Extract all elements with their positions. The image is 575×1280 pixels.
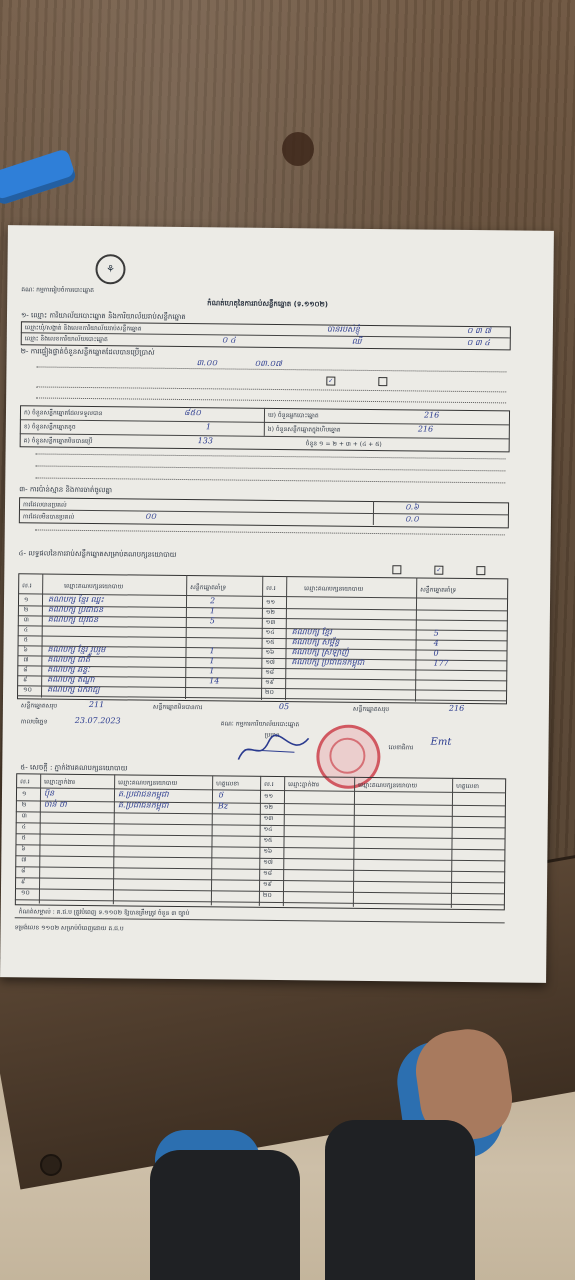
agent-signature: Bz [217, 801, 229, 811]
section-5-heading: ៥- សេចក្ដី : ភ្នាក់ងារគណបក្សនយោបាយ [20, 763, 128, 773]
vote-count: 4 [433, 638, 439, 648]
blue-pen [0, 148, 77, 206]
form-title: កំណត់ហេតុនៃការរាប់សន្លឹកឆ្នោត (ទ.១១០២) [207, 299, 329, 309]
table-bolt [40, 1154, 62, 1176]
row-number: ៥ [23, 636, 28, 644]
row-number: ៣ [23, 616, 29, 624]
total-mid-label: សន្លឹកឆ្នោតមិនបានការ [152, 703, 203, 712]
row2-value: ឈឺ [351, 336, 362, 346]
emblem-icon: ⚘ [95, 254, 125, 284]
checkbox-c[interactable] [476, 566, 485, 575]
section-4-heading: ៤- លទ្ធផលនៃការរាប់សន្លឹកឆ្នោតសម្រាប់គណបក្សនយោបាយ [18, 549, 177, 559]
vote-count: 1 [209, 646, 215, 656]
col-votes-right: សន្លឹកឆ្នោតគាំទ្រ [420, 586, 457, 594]
party-name: គណបក្ស ខ្មែរ [291, 627, 332, 637]
checkbox-a[interactable] [392, 565, 401, 574]
row-number: ១៣ [265, 618, 276, 626]
dotted-line [35, 465, 505, 471]
row2-code: ០ ៣ ៤ [466, 337, 491, 348]
agent-signature: ថ [217, 790, 224, 800]
party-name: គណបក្ស យុវជន [47, 614, 99, 625]
agent-party: គ.ប្រជាជនកម្ពុជា [117, 800, 169, 810]
section-3-heading: ៣- ការប៉ាន់ស្មាន និងការចាត់ចូលគ្នា [19, 485, 113, 495]
row-number: ១៦ [265, 648, 275, 656]
footer-note: កំណត់សម្គាល់ : គ.ជ.ប ត្រូវបំពេញ ទ.១១០២ ឱ្យបានត្រឹមត្រូវ ចំនួន ៣ ច្បាប់ [18, 908, 190, 918]
vote-count: 1 [209, 606, 216, 616]
row-number: ១១ [265, 598, 276, 606]
row-number: ២ [21, 801, 27, 809]
role-left: ប្រធាន [264, 731, 280, 740]
time-a: ៣.០០ [196, 358, 218, 368]
dotted-line [36, 453, 506, 459]
v-d: 216 [423, 410, 440, 420]
leg-right [325, 1120, 475, 1280]
vote-count: 177 [433, 658, 449, 668]
q-c: គ) ចំនួនសន្លឹកឆ្នោតមិនបានប្រើ [23, 437, 93, 446]
row-number: ៥ [21, 834, 26, 842]
row-number: ១៣ [263, 814, 274, 822]
row-number: ៣ [21, 812, 27, 820]
row-number: ៧ [23, 656, 29, 664]
party-name: គណបក្ស ឥណ្ឌា [47, 674, 95, 685]
party-name: គណបក្ស ស្រឡាញ់ [291, 647, 349, 657]
dotted-line [36, 397, 506, 403]
row-number: ១ [21, 790, 27, 798]
total-left: 211 [88, 700, 105, 710]
row-number: ១២ [263, 803, 273, 811]
date-label: កាលបរិច្ឆេទ [20, 718, 48, 726]
vote-count: 5 [209, 616, 215, 626]
row-number: ១៩ [265, 678, 275, 686]
row-number: ៦ [21, 845, 26, 853]
sig-name: Emt [430, 736, 452, 748]
v-e: 216 [417, 424, 434, 434]
v-a: ៨៥០ [183, 408, 202, 418]
q-e: ង) ចំនួនសន្លឹកឆ្នោតក្នុងហិបឆ្នោត [267, 425, 341, 434]
date-a: ០៣.០៧ [254, 358, 282, 369]
r3-value-1: ០.៦ [404, 502, 419, 512]
row-number: ១២ [265, 608, 276, 616]
col-party-right: ឈ្មោះគណបក្សនយោបាយ [304, 585, 364, 593]
formula: ចំនួន ១ = ២ + ៣ + (៤ + ៥) [305, 440, 382, 449]
row2-label: ឈ្មោះ និងលេខការិយាល័យបោះឆ្នោត [24, 335, 108, 344]
agent-name: ប៊ុន [43, 788, 55, 798]
dotted-line [35, 477, 505, 483]
r3-label-2: ការដែលមិនបានប្រគល់ [22, 513, 75, 521]
agents-col-no: ល.រ [20, 778, 30, 786]
r3-value-2: ០.០ [404, 514, 419, 524]
agents-col-party: ឈ្មោះគណបក្សនយោបាយ [118, 779, 178, 787]
divider [15, 917, 505, 923]
row-number: ១៨ [265, 668, 275, 676]
row-number: ១៦ [263, 847, 273, 855]
row-number: ៨ [21, 867, 26, 875]
row-number: ១១ [263, 792, 274, 800]
party-name: គណបក្ស ខ្មែរ ឈ្នះ [47, 594, 104, 605]
col-no-right: ល.រ [266, 584, 276, 592]
row-number: ១៤ [263, 825, 273, 833]
v-b: 1 [205, 422, 211, 432]
col-no-left: ល.រ [22, 582, 32, 590]
dotted-line [35, 529, 505, 535]
total-mid: 05 [278, 702, 290, 712]
row-number: ១០ [20, 889, 30, 897]
vote-count: 2 [209, 596, 216, 606]
role-right: លេខាធិការ [388, 744, 414, 752]
party-name: គណបក្ស ប្រជាជនកម្ពុជា [291, 657, 365, 667]
header-left: គណៈ កម្មការរៀបចំការបោះឆ្នោត [21, 286, 94, 295]
committee-label: គណៈ កម្មការការិយាល័យបោះឆ្នោត [220, 720, 300, 729]
q-a: ក) ចំនួនសន្លឹកឆ្នោតដែលទទួលបាន [23, 409, 103, 418]
row-number: ១៩ [263, 880, 272, 888]
row-number: ២០ [262, 891, 272, 899]
party-name: គណបក្ស ឯករាជ្យ [47, 684, 100, 695]
checkbox-yes[interactable]: ✓ [328, 377, 334, 385]
total-right-label: សន្លឹកឆ្នោតសរុប [352, 705, 390, 714]
date-value: 23.07.2023 [74, 715, 121, 726]
agent-party: គ.ប្រជាជនកម្ពុជា [117, 789, 169, 799]
chairman-signature [234, 730, 314, 767]
vote-count: 14 [209, 676, 220, 686]
checkbox-no[interactable] [378, 377, 387, 386]
row-number: ៩ [21, 878, 26, 886]
agents-col-name: ឈ្មោះភ្នាក់ងារ [44, 778, 76, 786]
agents-col-party-right: ឈ្មោះគណបក្សនយោបាយ [358, 781, 418, 790]
row1-code: ០ ៣ ៧ [466, 325, 492, 336]
r3-value-3: ០០ [144, 511, 157, 521]
row-number: ១ [23, 596, 29, 604]
section-2-heading: ២- ការផ្ទៀងផ្ទាត់ចំនួនសន្លឹកឆ្នោតដែលបានប្រើប្រាស់ [20, 347, 155, 357]
party-name: គណបក្ស សម្ព័ន្ធ [291, 637, 340, 647]
row-number: ១០ [23, 686, 32, 694]
vote-count: 0 [433, 648, 439, 658]
row-number: ១៧ [265, 658, 275, 666]
total-left-label: សន្លឹកឆ្នោតសរុប [20, 702, 58, 710]
agents-col-sig: ហត្ថលេខា [216, 780, 240, 788]
total-right: 216 [448, 703, 465, 713]
row-number: ១៤ [265, 628, 275, 636]
row-number: ២០ [265, 688, 274, 696]
vote-count: 5 [433, 628, 439, 638]
q-d: ឃ) ចំនួនអ្នកបោះឆ្នោត [267, 411, 319, 420]
row-number: ១៨ [263, 869, 273, 877]
row-number: ១៥ [265, 638, 275, 646]
row-number: ៤ [23, 626, 29, 634]
party-name: គណបក្ស ខ្មែរ រួបរួម [47, 644, 106, 655]
agents-col-name-right: ឈ្មោះភ្នាក់ងារ [288, 781, 320, 789]
row-number: ៦ [23, 646, 28, 654]
table-stain [282, 132, 314, 166]
row-number: ២ [23, 606, 29, 614]
section-1-heading: ១- ឈ្មោះ ការិយាល័យបោះឆ្នោត និងការិយាល័យរាប់សន្លឹកឆ្នោត [20, 311, 186, 322]
row-number: ៩ [23, 676, 28, 684]
leg-left [150, 1150, 300, 1280]
row-number: ៧ [21, 856, 27, 864]
vote-count: 1 [209, 656, 215, 666]
agent-name: ចាន់ ថា [43, 799, 67, 809]
party-name: គណបក្ស ប្រជាជន [47, 604, 104, 615]
agents-col-sig-right: ហត្ថលេខា [456, 782, 479, 791]
party-name: គណបក្ស ឆន្ទៈ [47, 664, 90, 675]
row1-value: បានរបស់ខ្ញុំ [326, 324, 360, 334]
col-votes-left: សន្លឹកឆ្នោតគាំទ្រ [190, 584, 227, 592]
party-name: គណបក្ស ជាតិ [47, 654, 91, 665]
row1-label: ឈ្មោះឃុំ/សង្កាត់ និងលេខការិយាល័យរាប់សន្លឹកឆ្នោត [24, 324, 142, 333]
r3-label-1: ការដែលបានប្រគល់ [22, 501, 67, 509]
vote-count: 1 [209, 666, 215, 676]
row-number: ៨ [23, 666, 28, 674]
row-number: ៤ [21, 823, 26, 831]
dotted-line [36, 386, 506, 392]
row2-num: ០ ៤ [221, 335, 236, 345]
row-number: ១៥ [263, 836, 273, 844]
ballot-count-form [0, 225, 554, 983]
col-party-left: ឈ្មោះគណបក្សនយោបាយ [64, 582, 124, 591]
checkbox-b[interactable]: ✓ [436, 566, 442, 574]
form-code: ទម្រង់លេខ ១១០២ សម្រាប់បំពេញដោយ គ.ជ.ប [14, 924, 124, 933]
q-b: ខ) ចំនួនសន្លឹកឆ្នោតខូច [23, 423, 76, 431]
agents-col-no-right: ល.រ [264, 780, 274, 788]
row-number: ១៧ [263, 858, 273, 866]
v-c: 133 [197, 436, 214, 446]
